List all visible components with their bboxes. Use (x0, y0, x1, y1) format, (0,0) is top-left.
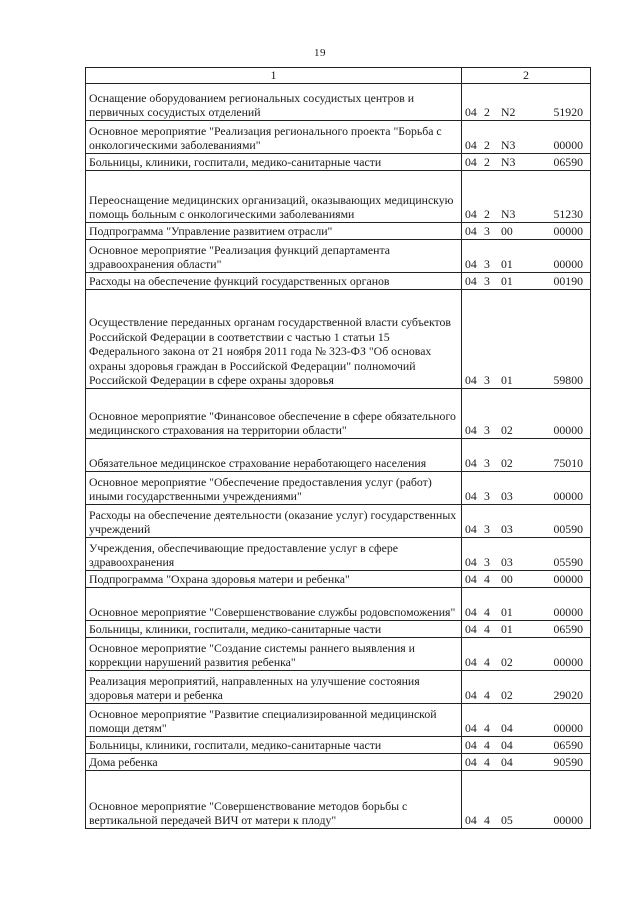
code-expense: 90590 (553, 755, 583, 770)
row-classification-code (462, 671, 591, 704)
code-expense: 00000 (553, 721, 583, 736)
code-subprogram: 3 (484, 257, 490, 272)
code-program: 04 (465, 605, 477, 620)
code-program: 04 (465, 456, 477, 471)
table-header-row (86, 68, 591, 84)
row-classification-code (462, 273, 591, 290)
code-program: 04 (465, 207, 477, 222)
row-classification-code (462, 154, 591, 171)
row-description: Реализация мероприятий, направленных на улучшение состояния здоровья матери и ребенка (86, 671, 462, 704)
code-expense: 00000 (553, 572, 583, 587)
code-direction: 04 (501, 755, 513, 770)
header-col-1: 1 (86, 68, 462, 84)
code-expense: 00590 (553, 522, 583, 537)
code-program: 04 (465, 138, 477, 153)
table-body (86, 84, 591, 829)
code-program: 04 (465, 555, 477, 570)
table-row (86, 84, 591, 121)
code-subprogram: 3 (484, 274, 490, 289)
code-direction: 03 (501, 555, 513, 570)
code-expense: 00000 (553, 813, 583, 828)
table-row (86, 121, 591, 154)
row-description: Основное мероприятие "Создание системы раннего выявления и коррекции нарушений развития ребенка" (86, 638, 462, 671)
row-description: Основное мероприятие "Реализация регионального проекта "Борьба с онкологическими заболеваниями" (86, 121, 462, 154)
code-direction: 00 (501, 572, 513, 587)
table-row (86, 538, 591, 571)
table-row (86, 771, 591, 829)
row-description: Основное мероприятие "Развитие специализированной медицинской помощи детям" (86, 704, 462, 737)
code-direction: 04 (501, 738, 513, 753)
code-subprogram: 3 (484, 423, 490, 438)
row-description: Расходы на обеспечение деятельности (оказание услуг) государственных учреждений (86, 505, 462, 538)
code-subprogram: 3 (484, 373, 490, 388)
code-program: 04 (465, 373, 477, 388)
row-classification-code (462, 505, 591, 538)
code-program: 04 (465, 224, 477, 239)
code-program: 04 (465, 423, 477, 438)
row-classification-code (462, 571, 591, 588)
table-row (86, 588, 591, 621)
row-description: Подпрограмма "Управление развитием отрасли" (86, 223, 462, 240)
code-expense: 00000 (553, 257, 583, 272)
code-direction: N2 (501, 105, 516, 120)
row-classification-code (462, 754, 591, 771)
code-program: 04 (465, 522, 477, 537)
row-classification-code (462, 389, 591, 439)
row-classification-code (462, 638, 591, 671)
code-subprogram: 4 (484, 813, 490, 828)
table-row (86, 621, 591, 638)
code-program: 04 (465, 105, 477, 120)
row-description: Основное мероприятие "Реализация функций департамента здравоохранения области" (86, 240, 462, 273)
table-row (86, 737, 591, 754)
row-classification-code (462, 121, 591, 154)
code-subprogram: 2 (484, 138, 490, 153)
table-row (86, 171, 591, 223)
code-direction: 03 (501, 489, 513, 504)
code-expense: 75010 (553, 456, 583, 471)
code-expense: 00190 (553, 274, 583, 289)
row-description: Больницы, клиники, госпитали, медико-санитарные части (86, 154, 462, 171)
row-classification-code (462, 439, 591, 472)
row-classification-code (462, 621, 591, 638)
table-row (86, 290, 591, 389)
code-direction: 03 (501, 522, 513, 537)
budget-classification-table (85, 67, 591, 829)
code-direction: 01 (501, 622, 513, 637)
code-expense: 05590 (553, 555, 583, 570)
table-row (86, 154, 591, 171)
code-direction: N3 (501, 207, 516, 222)
header-col-2: 2 (462, 68, 591, 84)
row-classification-code (462, 737, 591, 754)
table-row (86, 754, 591, 771)
row-classification-code (462, 704, 591, 737)
code-direction: 02 (501, 688, 513, 703)
row-description: Оснащение оборудованием региональных сосудистых центров и первичных сосудистых отделений (86, 84, 462, 121)
code-subprogram: 4 (484, 688, 490, 703)
code-expense: 51920 (553, 105, 583, 120)
code-program: 04 (465, 622, 477, 637)
code-expense: 00000 (553, 224, 583, 239)
code-expense: 00000 (553, 605, 583, 620)
row-classification-code (462, 223, 591, 240)
code-program: 04 (465, 274, 477, 289)
row-description: Расходы на обеспечение функций государственных органов (86, 273, 462, 290)
code-program: 04 (465, 738, 477, 753)
code-subprogram: 4 (484, 738, 490, 753)
code-expense: 06590 (553, 155, 583, 170)
code-program: 04 (465, 721, 477, 736)
code-program: 04 (465, 755, 477, 770)
code-direction: 05 (501, 813, 513, 828)
row-description: Осуществление переданных органам государственной власти субъектов Российской Федерации в соответствии с частью 1 статьи 15 Федерального закона от 21 ноября 2011 года № 323-ФЗ "Об основах охраны здоровья граждан в Российской Федерации" полномочий Российской Федерации в сфере охраны здоровья (86, 290, 462, 389)
code-program: 04 (465, 813, 477, 828)
row-classification-code (462, 538, 591, 571)
code-subprogram: 4 (484, 755, 490, 770)
code-direction: 02 (501, 423, 513, 438)
table-row (86, 505, 591, 538)
row-description: Обязательное медицинское страхование неработающего населения (86, 439, 462, 472)
table-row (86, 704, 591, 737)
code-direction: 00 (501, 224, 513, 239)
table-row (86, 472, 591, 505)
row-description: Основное мероприятие "Совершенствование службы родовспоможения" (86, 588, 462, 621)
row-description: Основное мероприятие "Обеспечение предоставления услуг (работ) иными государственными учреждениями" (86, 472, 462, 505)
code-expense: 00000 (553, 489, 583, 504)
code-subprogram: 3 (484, 456, 490, 471)
code-direction: N3 (501, 138, 516, 153)
code-subprogram: 4 (484, 655, 490, 670)
code-expense: 00000 (553, 138, 583, 153)
table-row (86, 240, 591, 273)
row-classification-code (462, 171, 591, 223)
code-subprogram: 2 (484, 155, 490, 170)
row-classification-code (462, 588, 591, 621)
code-subprogram: 3 (484, 489, 490, 504)
code-direction: 01 (501, 605, 513, 620)
row-classification-code (462, 290, 591, 389)
table-row (86, 439, 591, 472)
code-subprogram: 3 (484, 555, 490, 570)
code-program: 04 (465, 655, 477, 670)
code-subprogram: 4 (484, 605, 490, 620)
code-subprogram: 3 (484, 224, 490, 239)
code-expense: 00000 (553, 423, 583, 438)
row-description: Больницы, клиники, госпитали, медико-санитарные части (86, 737, 462, 754)
row-description: Дома ребенка (86, 754, 462, 771)
row-description: Переоснащение медицинских организаций, оказывающих медицинскую помощь больным с онкологическими заболеваниями (86, 171, 462, 223)
code-direction: 04 (501, 721, 513, 736)
row-description: Подпрограмма "Охрана здоровья матери и ребенка" (86, 571, 462, 588)
code-program: 04 (465, 489, 477, 504)
page-number: 19 (314, 47, 326, 59)
table-row (86, 638, 591, 671)
code-program: 04 (465, 257, 477, 272)
row-classification-code (462, 472, 591, 505)
code-expense: 29020 (553, 688, 583, 703)
code-expense: 51230 (553, 207, 583, 222)
code-subprogram: 2 (484, 207, 490, 222)
code-program: 04 (465, 155, 477, 170)
row-classification-code (462, 240, 591, 273)
code-subprogram: 3 (484, 522, 490, 537)
table-row (86, 389, 591, 439)
row-classification-code (462, 771, 591, 829)
code-direction: 01 (501, 373, 513, 388)
code-subprogram: 4 (484, 572, 490, 587)
table-row (86, 273, 591, 290)
table-row (86, 223, 591, 240)
code-program: 04 (465, 572, 477, 587)
row-description: Основное мероприятие "Совершенствование методов борьбы с вертикальной передачей ВИЧ от матери к плоду" (86, 771, 462, 829)
row-description: Больницы, клиники, госпитали, медико-санитарные части (86, 621, 462, 638)
code-direction: 01 (501, 274, 513, 289)
code-expense: 06590 (553, 622, 583, 637)
code-direction: 02 (501, 456, 513, 471)
table-row (86, 571, 591, 588)
code-subprogram: 4 (484, 721, 490, 736)
row-description: Основное мероприятие "Финансовое обеспечение в сфере обязательного медицинского страхования на территории области" (86, 389, 462, 439)
row-classification-code (462, 84, 591, 121)
code-expense: 06590 (553, 738, 583, 753)
code-subprogram: 4 (484, 622, 490, 637)
row-description: Учреждения, обеспечивающие предоставление услуг в сфере здравоохранения (86, 538, 462, 571)
code-direction: 01 (501, 257, 513, 272)
code-expense: 59800 (553, 373, 583, 388)
code-direction: N3 (501, 155, 516, 170)
code-program: 04 (465, 688, 477, 703)
table-row (86, 671, 591, 704)
code-expense: 00000 (553, 655, 583, 670)
code-direction: 02 (501, 655, 513, 670)
code-subprogram: 2 (484, 105, 490, 120)
